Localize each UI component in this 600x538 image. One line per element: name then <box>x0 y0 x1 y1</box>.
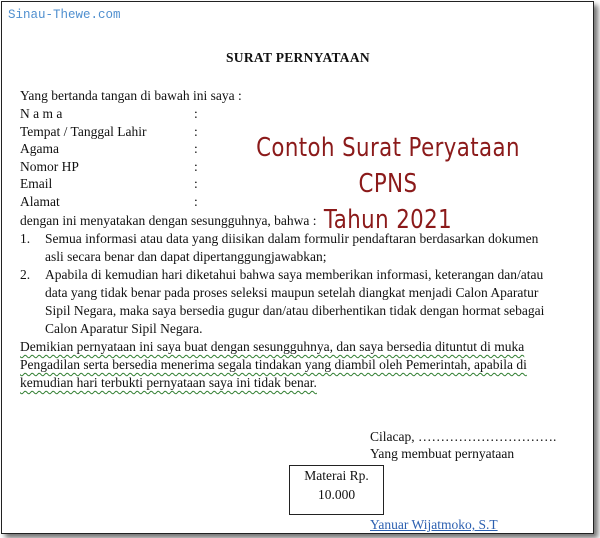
item-1-line-2: asli secara benar dan dapat dipertanggungjawabkan; <box>45 249 327 264</box>
overlay-caption <box>240 130 535 238</box>
closing-line-3: kemudian hari terbukti pernyataan saya ini tidak benar. <box>20 375 317 390</box>
item-number: 2. <box>20 267 31 282</box>
field-label: N a m a <box>20 106 63 121</box>
site-watermark: Sinau-Thewe.com <box>8 8 121 22</box>
item-2-line-2: data yang tidak benar pada proses seleksi maupun setelah diangkat menjadi Calon Aparatur <box>45 285 539 300</box>
overlay-caption-line-2: Tahun 2021 <box>323 205 453 235</box>
field-colon: : <box>194 193 198 209</box>
field-label: Nomor HP <box>20 158 79 174</box>
stamp-box <box>289 465 384 515</box>
item-1-line-1: Semua informasi atau data yang diisikan dalam formulir pendaftaran berdasarkan dokumen <box>45 231 539 246</box>
document-title: SURAT PERNYATAAN <box>226 50 370 65</box>
field-colon: : <box>194 141 198 156</box>
document-page <box>1 1 594 534</box>
signer-name: Yanuar Wijatmoko, S.T <box>370 517 498 532</box>
field-label: Email <box>20 176 53 191</box>
field-colon: : <box>194 158 198 174</box>
item-2-line-3: Sipil Negara, maka saya bersedia gugur dan/atau diberhentikan tidak dengan hormat sebagai <box>45 303 545 318</box>
field-colon: : <box>194 123 198 139</box>
field-colon: : <box>194 176 198 191</box>
closing-line-2: Pengadilan serta bersedia menerima segala tindakan yang diambil oleh Pemerintah, apabila di <box>20 357 527 372</box>
overlay-caption-line-1: Contoh Surat Peryataan CPNS <box>256 133 520 199</box>
closing-line-1: Demikian pernyataan ini saya buat dengan sesungguhnya, dan saya bersedia dituntut di muka <box>20 339 525 354</box>
field-label: Tempat / Tanggal Lahir <box>20 123 147 139</box>
stamp-line-1: Materai Rp. <box>304 468 369 483</box>
signer-role: Yang membuat pernyataan <box>370 446 515 461</box>
item-number: 1. <box>20 231 31 246</box>
field-label: Agama <box>20 141 59 156</box>
item-2-line-4: Calon Aparatur Sipil Negara. <box>45 321 203 336</box>
field-label: Alamat <box>20 193 60 209</box>
statement-intro: dengan ini menyatakan dengan sesungguhnya, bahwa : <box>20 213 317 228</box>
item-2-line-1: Apabila di kemudian hari diketahui bahwa saya memberikan informasi, keterangan dan/atau <box>45 267 544 282</box>
place-date: Cilacap, …………………………. <box>370 429 557 444</box>
intro-text: Yang bertanda tangan di bawah ini saya : <box>20 88 242 103</box>
stamp-line-2: 10.000 <box>317 487 356 502</box>
field-colon: : <box>194 106 198 121</box>
